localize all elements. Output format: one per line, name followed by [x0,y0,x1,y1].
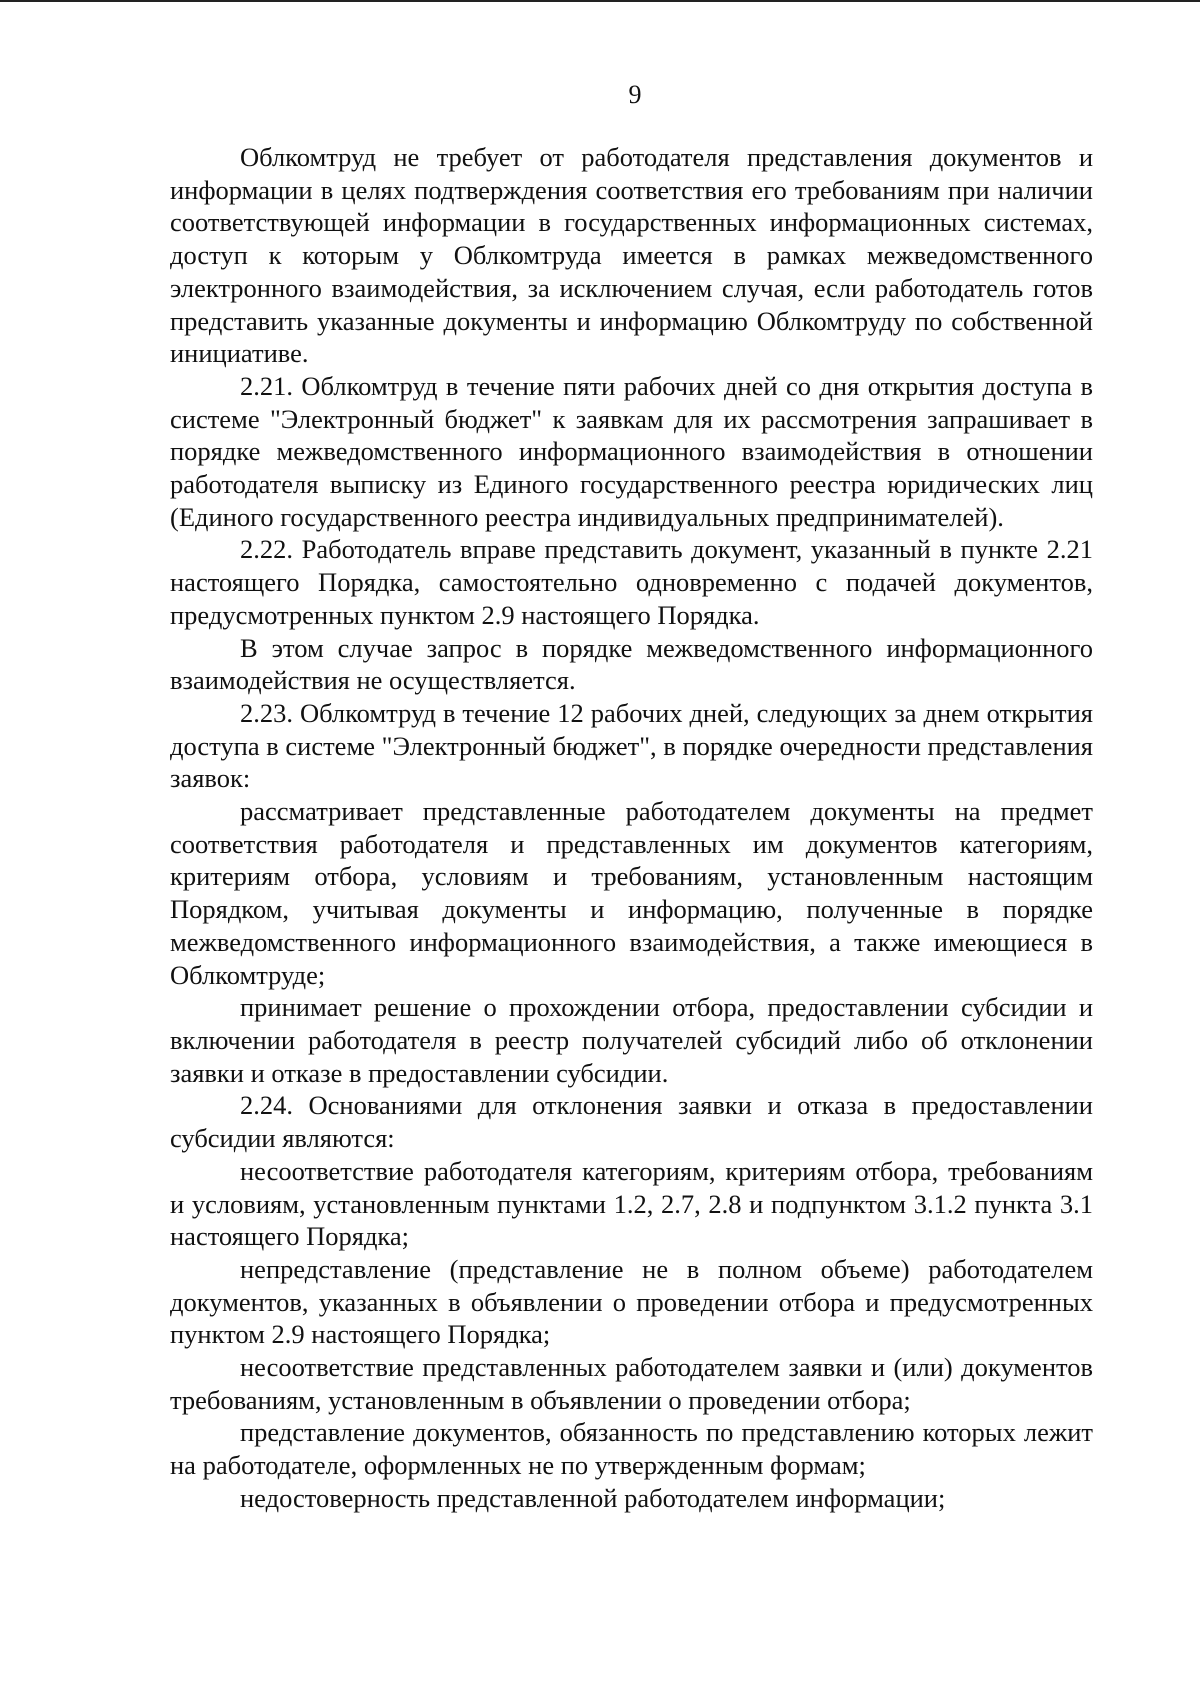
paragraph: 2.23. Облкомтруд в течение 12 рабочих дней, следующих за днем открытия доступа в системе "Электронный бюджет", в порядке очередности представления заявок: [170,697,1093,794]
paragraph: несоответствие работодателя категориям, критериям отбора, требованиям и условиям, установленным пунктами 1.2, 2.7, 2.8 и подпунктом 3.1.2 пункта 3.1 настоящего Порядка; [170,1155,1093,1252]
paragraph: принимает решение о прохождении отбора, предоставлении субсидии и включении работодателя в реестр получателей субсидий либо об отклонении заявки и отказе в предоставлении субсидии. [170,992,1093,1088]
page-number: 9 [628,80,642,109]
paragraph: 2.22. Работодатель вправе представить документ, указанный в пункте 2.21 настоящего Порядка, самостоятельно одновременно с подачей документов, предусмотренных пунктом 2.9 настоящего Порядка. [170,534,1093,630]
paragraph: непредставление (представление не в полном объеме) работодателем документов, указанных в объявлении о проведении отбора и предусмотренных пунктом 2.9 настоящего Порядка; [170,1253,1093,1350]
paragraph: В этом случае запрос в порядке межведомственного информационного взаимодействия не осуществляется. [170,632,1093,696]
paragraph: недостоверность представленной работодателем информации; [240,1482,946,1513]
paragraph: рассматривает представленные работодателем документы на предмет соответствия работодателя и представленных им документов категориям, критериям отбора, условиям и требованиям, установленным настоящим Порядком, учитывая документы и информацию, полученные в порядке межведомственного информационного взаимодействия, а также имеющиеся в Облкомтруде; [170,796,1093,990]
paragraph: 2.21. Облкомтруд в течение пяти рабочих дней со дня открытия доступа в системе "Электронный бюджет" к заявкам для их рассмотрения запрашивает в порядке межведомственного информационного взаимодействия в отношении работодателя выписку из Единого государственного реестра юридических лиц (Единого государственного реестра индивидуальных предпринимателей). [170,370,1093,532]
scan-top-edge [0,0,1200,2]
paragraph: 2.24. Основаниями для отклонения заявки и отказа в предоставлении субсидии являются: [170,1090,1093,1154]
document-body [170,141,1093,1515]
paragraph: несоответствие представленных работодателем заявки и (или) документов требованиям, установленным в объявлении о проведении отбора; [170,1352,1093,1415]
paragraph: представление документов, обязанность по представлению которых лежит на работодателе, оформленных не по утвержденным формам; [170,1417,1093,1481]
paragraph: Облкомтруд не требует от работодателя представления документов и информации в целях подтверждения соответствия его требованиям при наличии соответствующей информации в государственных информационных системах, доступ к которым у Облкомтруда имеется в рамках межведомственного электронного взаимодействия, за исключением случая, если работодатель готов представить указанные документы и информацию Облкомтруду по собственной инициативе. [170,142,1093,369]
